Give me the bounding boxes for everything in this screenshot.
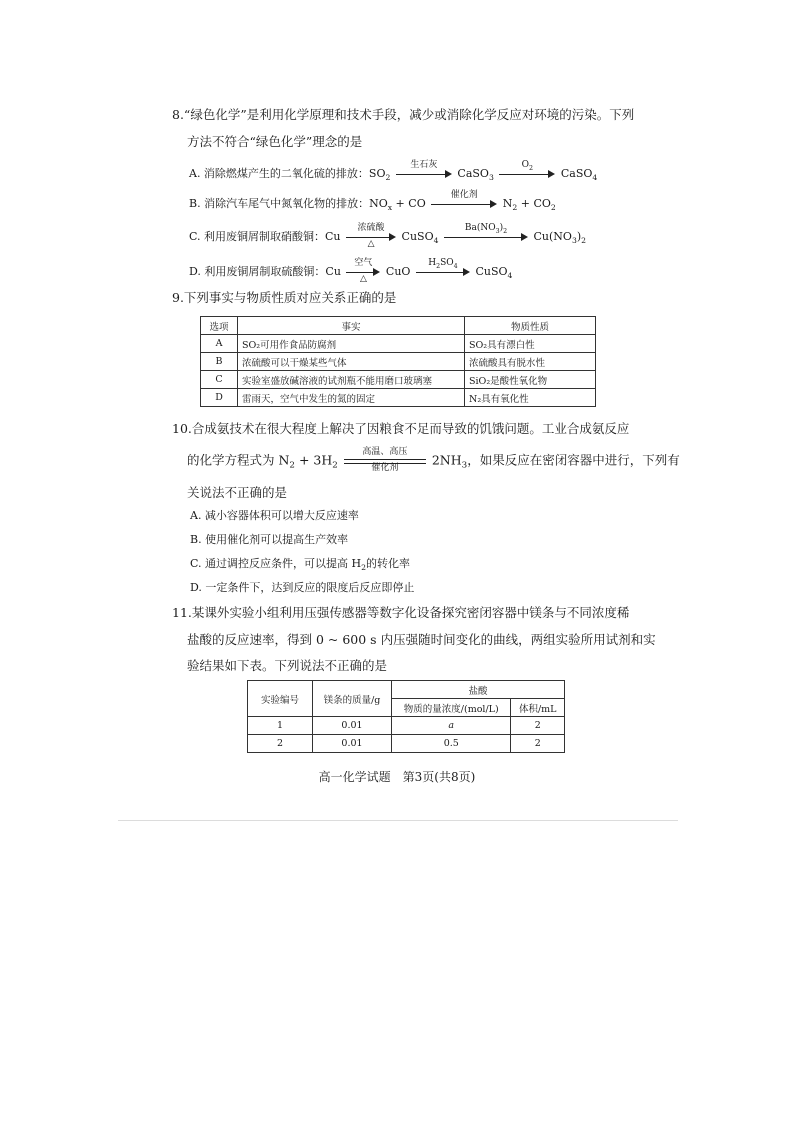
reversible-arrow: 高温、高压 催化剂 <box>344 450 426 472</box>
table-row <box>201 389 596 407</box>
table-row <box>248 735 565 753</box>
reaction-arrow-d1: 空气 △ <box>346 261 380 283</box>
q10-option-a: A. 减小容器体积可以增大反应速率 <box>190 509 359 522</box>
q9-table <box>200 316 596 407</box>
table-header-cell: 实验编号 <box>248 681 313 717</box>
table-cell: 2 <box>511 735 565 753</box>
table-cell: 实验室盛放碱溶液的试剂瓶不能用磨口玻璃塞 <box>238 371 465 389</box>
table-cell: N₂具有氧化性 <box>465 389 596 407</box>
q11-stem-line3: 验结果如下表。下列说法不正确的是 <box>187 658 388 673</box>
table-header-cell: 盐酸 <box>392 681 565 699</box>
table-cell: 2 <box>511 717 565 735</box>
q10-option-b: B. 使用催化剂可以提高生产效率 <box>190 533 349 546</box>
table-cell: 0.01 <box>313 717 392 735</box>
table-header-cell: 体积/mL <box>511 699 565 717</box>
reaction-arrow-a1: 生石灰 <box>396 163 452 185</box>
q8-option-c: C. 利用废铜屑制取硝酸铜：Cu 浓硫酸 △ CuSO$_4$ $Ba(NO_3)_2$ $Cu(NO_3)_2$ <box>189 223 587 249</box>
q10-option-c: C. 通过调控反应条件，可以提高 $H_2$的转化率 <box>190 557 411 572</box>
q10-stem-line1: 10.合成氨技术在很大程度上解决了因粮食不足而导致的饥饿问题。工业合成氨反应 <box>172 421 630 436</box>
table-cell: SO₂具有漂白性 <box>465 335 596 353</box>
page-footer: 高一化学试题 第3页(共8页) <box>318 770 476 784</box>
table-header-row <box>248 681 565 699</box>
q9-stem: 9.下列事实与物质性质对应关系正确的是 <box>172 290 397 305</box>
reaction-arrow-b: 催化剂 <box>431 193 497 215</box>
table-row <box>201 353 596 371</box>
q10-equation-line: 的化学方程式为 $N_2 + 3H_2$ 高温、高压 催化剂 $2NH_3$，如果反应在密闭容器中进行，下列有 <box>187 447 680 473</box>
table-cell: a <box>392 717 511 735</box>
table-cell: A <box>201 335 238 353</box>
q8-option-b: B. 消除汽车尾气中氮氧化物的排放：$NO_x$ + CO 催化剂 $N_2 + CO_2$ <box>189 193 556 216</box>
q11-table <box>247 680 565 753</box>
reaction-arrow-a2: $O_2$ <box>499 163 555 185</box>
q10-option-d: D. 一定条件下，达到反应的限度后反应即停止 <box>190 581 415 594</box>
reaction-arrow-c2: $Ba(NO_3)_2$ <box>444 226 528 248</box>
table-cell: 雷雨天，空气中发生的氮的固定 <box>238 389 465 407</box>
table-cell: 0.5 <box>392 735 511 753</box>
table-row <box>248 717 565 735</box>
table-header-cell: 事实 <box>238 317 465 335</box>
table-header-cell: 镁条的质量/g <box>313 681 392 717</box>
table-row <box>201 335 596 353</box>
q11-stem-line1: 11.某课外实验小组利用压强传感器等数字化设备探究密闭容器中镁条与不同浓度稀 <box>172 605 630 620</box>
table-cell: C <box>201 371 238 389</box>
table-cell: SO₂可用作食品防腐剂 <box>238 335 465 353</box>
table-cell: D <box>201 389 238 407</box>
table-cell: 浓硫酸具有脱水性 <box>465 353 596 371</box>
q11-stem-line2: 盐酸的反应速率，得到 0 ~ 600 s 内压强随时间变化的曲线，两组实验所用试剂和实 <box>187 632 656 647</box>
q8-stem-line2: 方法不符合“绿色化学”理念的是 <box>187 134 363 149</box>
page-divider <box>118 820 678 821</box>
table-cell: 浓硫酸可以干燥某些气体 <box>238 353 465 371</box>
table-cell: B <box>201 353 238 371</box>
table-cell: 2 <box>248 735 313 753</box>
table-cell: 1 <box>248 717 313 735</box>
table-cell: SiO₂是酸性氧化物 <box>465 371 596 389</box>
reaction-arrow-c1: 浓硫酸 △ <box>346 226 396 248</box>
table-cell: 0.01 <box>313 735 392 753</box>
q8-option-a: A. 消除燃煤产生的二氧化硫的排放：$SO_2$ 生石灰 CaSO$_3$ $O_2$ CaSO$_4$ <box>189 163 597 186</box>
reaction-arrow-d2: $H_2SO_4$ <box>416 261 470 283</box>
table-header-cell: 选项 <box>201 317 238 335</box>
q8-option-d: D. 利用废铜屑制取硫酸铜：Cu 空气 △ CuO $H_2SO_4$ CuSO$_4$ <box>189 258 513 284</box>
table-header-cell: 物质性质 <box>465 317 596 335</box>
q8-stem-line1: 8.“绿色化学”是利用化学原理和技术手段，减少或消除化学反应对环境的污染。下列 <box>172 107 635 122</box>
q10-stem-line3: 关说法不正确的是 <box>187 485 288 500</box>
table-header-row <box>201 317 596 335</box>
table-row <box>201 371 596 389</box>
table-header-cell: 物质的量浓度/(mol/L) <box>392 699 511 717</box>
